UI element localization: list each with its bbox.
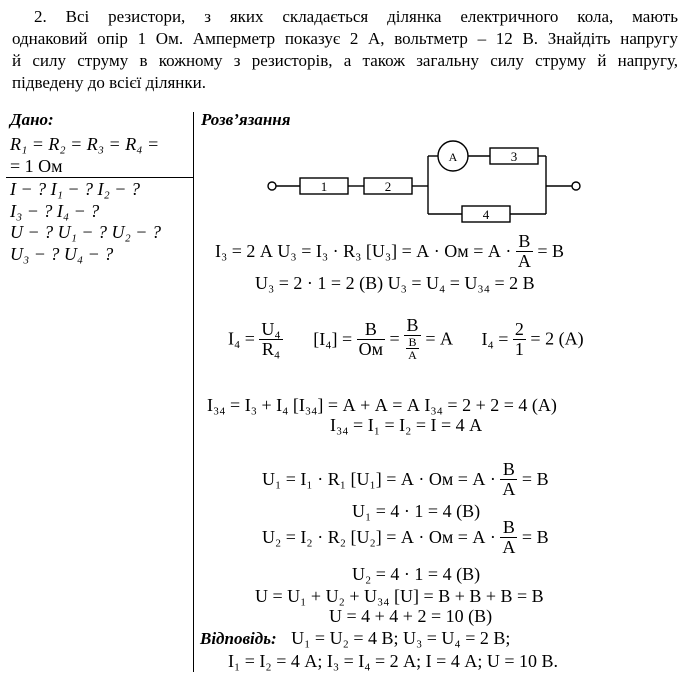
- find-line-1: I − ? I₁ − ? I₂ − ?: [10, 179, 140, 199]
- step6-line-a: U = U₁ + U₂ + U₃₄ [U] = В + В + В = В: [255, 586, 544, 606]
- given-line-1: R₁ = R₂ = R₃ = R₄ =: [10, 134, 160, 154]
- terminal-right: [572, 182, 580, 190]
- given-separator: [6, 177, 193, 178]
- step6-line-b: U = 4 + 4 + 2 = 10 (В): [329, 606, 493, 626]
- step1-line-b: U₃ = 2 · 1 = 2 (В) U₃ = U₄ = U₃₄ = 2 В: [255, 273, 535, 293]
- solution-title: Розв’язання: [201, 110, 291, 129]
- terminal-left: [268, 182, 276, 190]
- resistor-3-label: 3: [510, 149, 518, 164]
- step3-line-a: I₃₄ = I₃ + I₄ [I₃₄] = А + А = А I₃₄ = 2 + 2 = 4 (А): [207, 395, 557, 415]
- column-divider: [193, 112, 194, 672]
- step5-line-a: U₂ = I₂ · R₂ [U₂] = А · Ом = А · $\frac{В}{А}$ = В: [262, 517, 549, 557]
- resistor-4-label: 4: [482, 207, 490, 222]
- step4-line-b: U₁ = 4 · 1 = 4 (В): [352, 501, 481, 521]
- ammeter-label: A: [448, 150, 458, 164]
- step3-line-b: I₃₄ = I₁ = I₂ = I = 4 А: [330, 415, 483, 435]
- step1-line-a: I₃ = 2 А U₃ = I₃ · R₃ [U₃] = А · Ом = А · $\frac{В}{А}$ = В: [215, 231, 565, 271]
- problem-line-4: підведену до всієї ділянки.: [12, 73, 207, 92]
- answer-title: Відповідь:: [200, 629, 277, 648]
- find-line-4: U₃ − ? U₄ − ?: [10, 244, 114, 264]
- problem-statement: [12, 6, 678, 94]
- resistor-1-label: 1: [320, 179, 328, 194]
- problem-line-2: однаковий опір 1 Ом. Амперметр показує 2 А, вольтметр – 12 В. Знайдіть напругу: [12, 29, 678, 48]
- find-line-3: U − ? U₁ − ? U₂ − ?: [10, 222, 161, 242]
- step5-line-b: U₂ = 4 · 1 = 4 (В): [352, 564, 481, 584]
- problem-line-3: й силу струму в кожному з резисторів, а також загальну силу струму й напругу,: [12, 51, 678, 70]
- find-line-2: I₃ − ? I₄ − ?: [10, 201, 100, 221]
- step2-line: I₄ = $\frac{\text{U₄}}{\text{R₄}}$ [I₄] = $\frac{В}{Ом}$ = $\frac{В}{\frac{В}{А}}$ = А I₄ = $\frac{2}{1}$ = 2 (А): [228, 315, 584, 363]
- step4-line-a: U₁ = I₁ · R₁ [U₁] = А · Ом = А · $\frac{В}{А}$ = В: [262, 459, 549, 499]
- answer-line-1: Відповідь: U₁ = U₂ = 4 В; U₃ = U₄ = 2 В;: [200, 628, 511, 648]
- circuit-diagram: [262, 136, 592, 226]
- resistor-2-label: 2: [384, 179, 392, 194]
- problem-line-1: 2. Всі резистори, з яких складається ділянка електричного кола, мають: [34, 7, 678, 26]
- given-title: Дано:: [10, 110, 54, 129]
- answer-line-2: I₁ = I₂ = 4 А; I₃ = I₄ = 2 А; I = 4 А; U = 10 В.: [228, 651, 558, 671]
- given-line-2: = 1 Ом: [10, 156, 63, 176]
